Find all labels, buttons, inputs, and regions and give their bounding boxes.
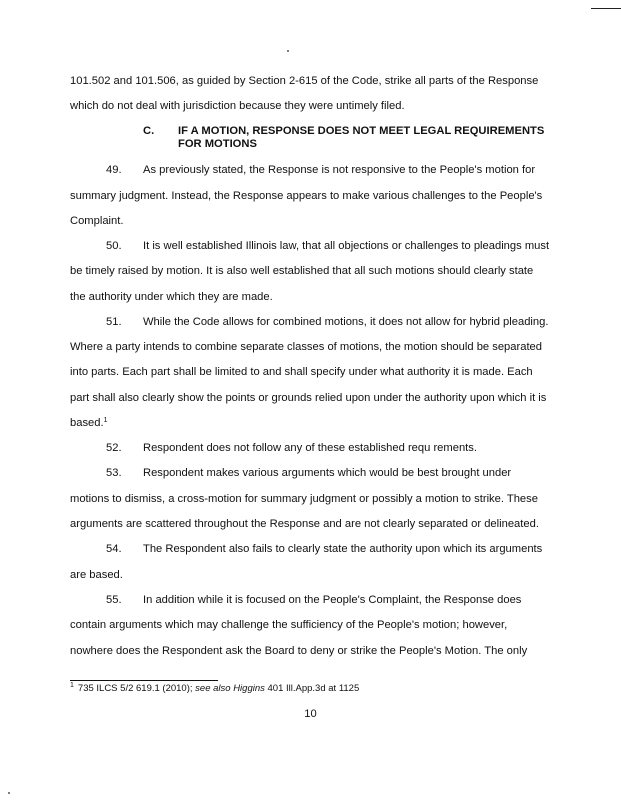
paragraph-line: nowhere does the Respondent ask the Board to deny or strike the People's Motion. The only (70, 645, 528, 657)
paragraph-line: As previously stated, the Response is not responsive to the People's motion for (143, 164, 536, 176)
paragraph-line: Complaint. (70, 215, 124, 227)
paragraph-number: 50. (106, 240, 122, 252)
paragraph-line: motions to dismiss, a cross-motion for summary judgment or possibly a motion to strike. These (70, 493, 538, 505)
intro-line: which do not deal with jurisdiction because they were untimely filed. (70, 100, 405, 112)
page-number: 10 (304, 708, 317, 720)
paragraph-number: 52. (106, 442, 122, 454)
paragraph-line: be timely raised by motion. It is also well established that all such motions should clearly state (70, 265, 534, 277)
footnote-cite: 735 ILCS 5/2 619.1 (2010); (77, 683, 193, 694)
paragraph-line: Respondent does not follow any of these established requ rements. (143, 442, 477, 454)
heading-line: IF A MOTION, RESPONSE DOES NOT MEET LEGAL REQUIREMENTS (178, 125, 545, 137)
paragraph-number: 49. (106, 164, 122, 176)
heading-line: FOR MOTIONS (178, 138, 257, 150)
scan-speck (287, 50, 289, 52)
footnote-signal: see also (195, 683, 231, 694)
paragraph-line: the authority under which they are made. (70, 291, 273, 303)
paragraph-line: It is well established Illinois law, that all objections or challenges to pleadings must (143, 240, 550, 252)
scan-speck (8, 792, 10, 794)
footnote-divider (70, 680, 218, 681)
footnote-marker: 1 (70, 682, 74, 689)
paragraph-line: While the Code allows for combined motions, it does not allow for hybrid pleading. (143, 316, 549, 328)
paragraph-number: 53. (106, 467, 122, 479)
footnote-reference[interactable]: 1 (103, 417, 108, 424)
paragraph-line: are based. (70, 569, 123, 581)
intro-line: 101.502 and 101.506, as guided by Section 2-615 of the Code, strike all parts of the Response (70, 75, 539, 87)
paragraph-line: Respondent makes various arguments which would be best brought under (143, 467, 512, 479)
heading-letter: C. (143, 125, 155, 137)
paragraph-number: 51. (106, 316, 122, 328)
paragraph-line: In addition while it is focused on the People's Complaint, the Response does (143, 594, 522, 606)
paragraph-line: The Respondent also fails to clearly state the authority upon which its arguments (143, 543, 543, 555)
paragraph-number: 55. (106, 594, 122, 606)
paragraph-line: into parts. Each part shall be limited to and shall specify under what authority it is made. Each (70, 366, 533, 378)
paragraph-line: contain arguments which may challenge the sufficiency of the People's motion; however, (70, 619, 508, 631)
paragraph-line: Where a party intends to combine separate classes of motions, the motion should be separated (70, 341, 543, 353)
paragraph-line: arguments are scattered throughout the Response and are not clearly separated or delineated. (70, 518, 539, 530)
paragraph-number: 54. (106, 543, 122, 555)
paragraph-line (70, 416, 108, 430)
paragraph-line-text: based. (70, 417, 104, 429)
footnote-pincite: 401 Ill.App.3d at 1125 (267, 683, 360, 694)
footnote (70, 683, 359, 696)
corner-mark (591, 8, 621, 9)
paragraph-line: part shall also clearly show the points or grounds relied upon under the authority upon which it is (70, 392, 547, 404)
footnote-case: Higgins (233, 683, 265, 694)
paragraph-line: summary judgment. Instead, the Response appears to make various challenges to the People's (70, 190, 543, 202)
